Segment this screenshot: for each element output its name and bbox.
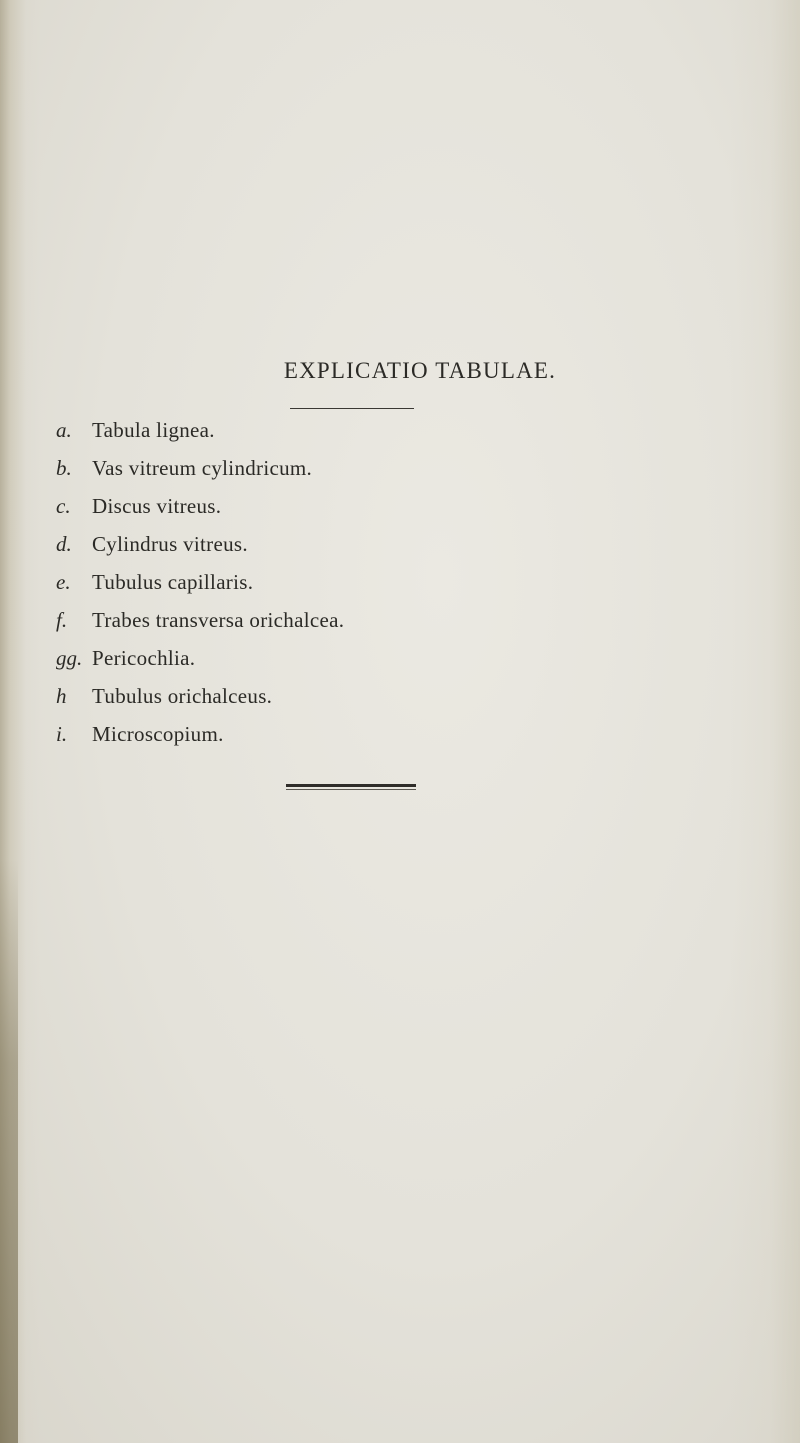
legend-entry-d: [0, 526, 800, 562]
legend-entry-h: [0, 678, 800, 714]
page-title: EXPLICATIO TABULAE.: [283, 358, 557, 383]
legend-key: gg.: [56, 646, 83, 670]
legend-entry-i: [0, 716, 800, 752]
legend-text: Tubulus orichalceus.: [92, 684, 273, 708]
legend-text: Pericochlia.: [92, 646, 196, 670]
legend-text: Trabes transversa orichalcea.: [92, 608, 345, 632]
title-divider: [290, 408, 414, 409]
legend-entry-f: [0, 602, 800, 638]
legend-text: Vas vitreum cylindricum.: [92, 456, 313, 480]
legend-entry-a: [0, 412, 800, 448]
legend-key: c.: [56, 494, 71, 518]
closing-rule: [286, 784, 416, 787]
legend-text: Tabula lignea.: [92, 418, 215, 442]
binding-shadow: [0, 860, 18, 1443]
legend-key: i.: [56, 722, 68, 746]
legend-key: b.: [56, 456, 72, 480]
legend-key: f.: [56, 608, 68, 632]
closing-rule-thin: [286, 789, 416, 790]
legend-text: Discus vitreus.: [92, 494, 222, 518]
legend-key: e.: [56, 570, 71, 594]
legend-entry-e: [0, 564, 800, 600]
legend-key: d.: [56, 532, 72, 556]
legend-text: Cylindrus vitreus.: [92, 532, 248, 556]
legend-entry-b: [0, 450, 800, 486]
legend-key: a.: [56, 418, 72, 442]
legend-text: Tubulus capillaris.: [92, 570, 254, 594]
legend-entry-c: [0, 488, 800, 524]
legend-key: h: [56, 684, 67, 708]
legend-entry-gg: [0, 640, 800, 676]
legend-text: Microscopium.: [92, 722, 224, 746]
